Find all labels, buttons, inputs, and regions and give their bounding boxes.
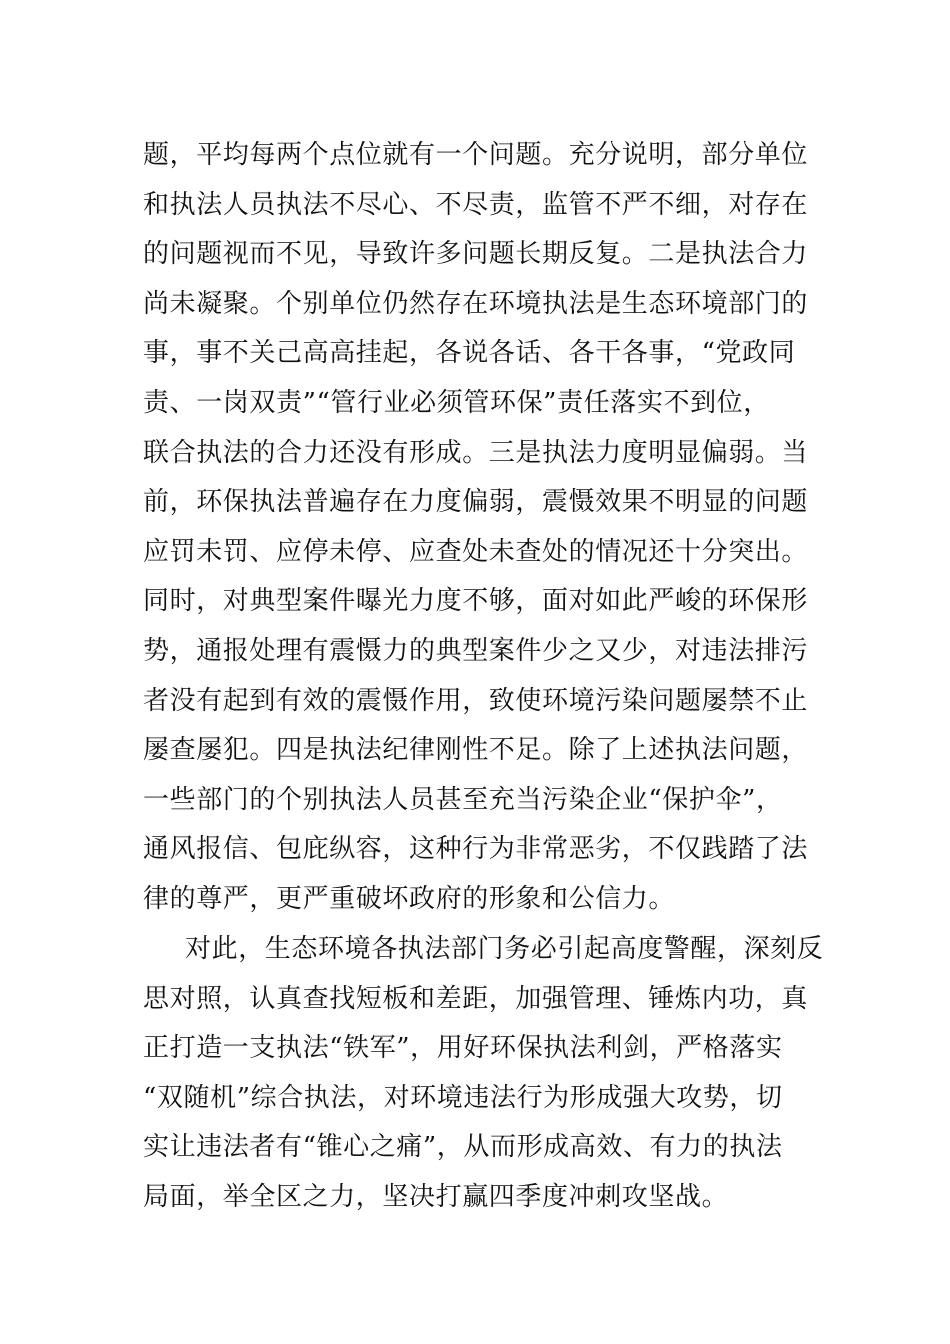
text-line: 联合执法的合力还没有形成。三是执法力度明显偏弱。当 xyxy=(143,437,809,468)
text-line: 同时，对典型案件曝光力度不够，面对如此严峻的环保形 xyxy=(143,586,809,617)
text-line: 屡查屡犯。四是执法纪律刚性不足。除了上述执法问题， xyxy=(143,735,809,766)
text-line: 应罚未罚、应停未停、应查处未查处的情况还十分突出。 xyxy=(143,536,809,567)
text-line: 律的尊严，更严重破坏政府的形象和公信力。 xyxy=(143,883,676,914)
text-line: 尚未凝聚。个别单位仍然存在环境执法是生态环境部门的 xyxy=(143,288,809,319)
text-line: 势，通报处理有震慑力的典型案件少之又少，对违法排污 xyxy=(143,635,809,666)
text-line: “双随机”综合执法，对环境违法行为形成强大攻势，切 xyxy=(143,1082,783,1113)
text-line: 事，事不关己高高挂起，各说各话、各干各事，“党政同 xyxy=(143,338,796,369)
text-line: 局面，举全区之力，坚决打赢四季度冲刺攻坚战。 xyxy=(143,1181,729,1212)
text-line: 实让违法者有“锥心之痛”，从而形成高效、有力的执法 xyxy=(143,1132,783,1163)
text-line: 思对照，认真查找短板和差距，加强管理、锤炼内功，真 xyxy=(143,983,809,1014)
text-line: 责、一岗双责”“管行业必须管环保”责任落实不到位， xyxy=(143,387,770,418)
text-line: 一些部门的个别执法人员甚至充当污染企业“保护伞”， xyxy=(143,784,783,815)
text-line: 正打造一支执法“铁军”，用好环保执法利剑，严格落实 xyxy=(143,1033,783,1064)
text-line: 的问题视而不见，导致许多问题长期反复。二是执法合力 xyxy=(143,239,809,270)
paragraph-1 xyxy=(143,131,823,925)
paragraph-2 xyxy=(143,925,823,1223)
text-line: 前，环保执法普遍存在力度偏弱，震慑效果不明显的问题 xyxy=(143,487,809,518)
text-line: 通风报信、包庇纵容，这种行为非常恶劣，不仅践踏了法 xyxy=(143,834,809,865)
text-line: 和执法人员执法不尽心、不尽责，监管不严不细，对存在 xyxy=(143,189,809,220)
text-line: 者没有起到有效的震慑作用，致使环境污染问题屡禁不止 xyxy=(143,685,809,716)
text-line: 对此，生态环境各执法部门务必引起高度警醒，深刻反 xyxy=(185,934,824,964)
text-line: 题，平均每两个点位就有一个问题。充分说明，部分单位 xyxy=(143,140,809,170)
